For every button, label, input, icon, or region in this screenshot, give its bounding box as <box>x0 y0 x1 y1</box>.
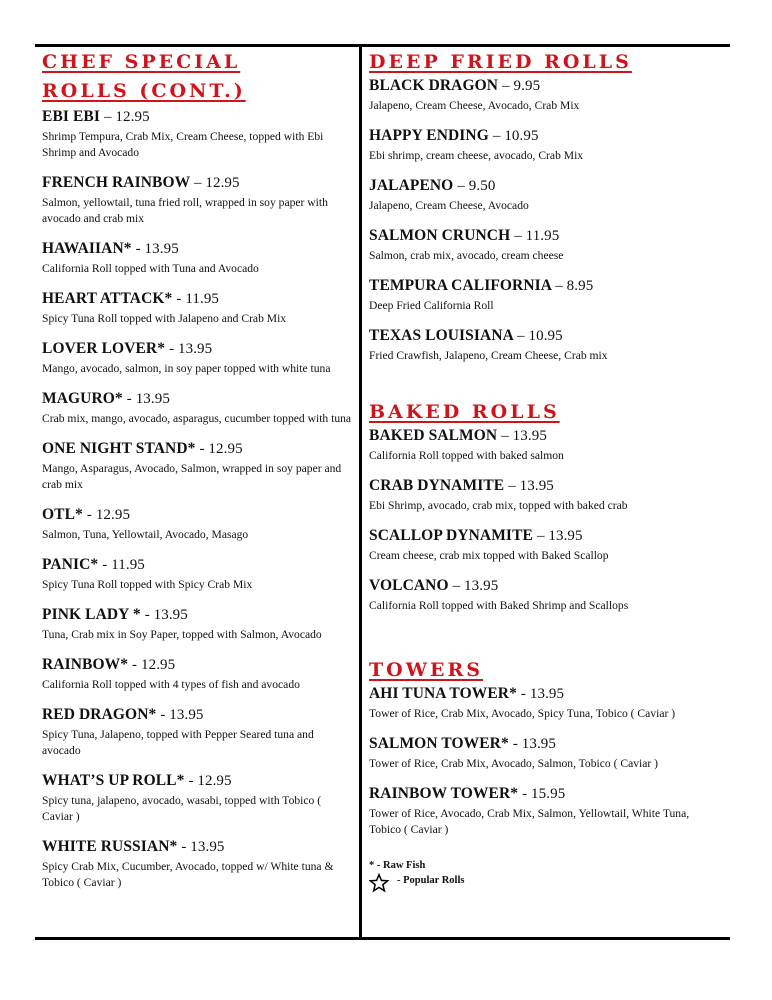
menu-item-name <box>369 527 721 545</box>
menu-item-description: Spicy Crab Mix, Cucumber, Avocado, topped w/ White tuna & Tobico ( Caviar ) <box>42 860 334 889</box>
column-divider <box>359 44 362 940</box>
baked-list <box>369 427 721 614</box>
menu-item-name <box>42 838 354 856</box>
menu-item-title: LOVER LOVER* <box>42 340 166 357</box>
menu-item-name <box>369 577 721 595</box>
menu-item <box>369 527 721 564</box>
menu-item-description: Tower of Rice, Avocado, Crab Mix, Salmon, Yellowtail, White Tuna, Tobico ( Caviar ) <box>369 807 690 836</box>
menu-item <box>369 427 721 464</box>
menu-item-name <box>369 227 721 245</box>
menu-item-price: - 13.95 <box>520 686 565 702</box>
menu-item-description: Ebi shrimp, cream cheese, avocado, Crab Mix <box>369 149 584 162</box>
legend-popular-label: - Popular Rolls <box>397 874 465 886</box>
menu-item-price: – 8.95 <box>555 278 594 294</box>
menu-item-name <box>369 177 721 195</box>
menu-item-description: Jalapeno, Cream Cheese, Avocado, Crab Mix <box>369 99 580 112</box>
menu-item-price: - 13.95 <box>512 736 557 752</box>
menu-item-title: OTL* <box>42 506 83 523</box>
menu-item-name <box>369 127 721 145</box>
menu-item-title: RAINBOW TOWER* <box>369 785 519 802</box>
menu-item-description: Shrimp Tempura, Crab Mix, Cream Cheese, topped with Ebi Shrimp and Avocado <box>42 130 324 159</box>
menu-item-title: HAWAIIAN* <box>42 240 132 257</box>
menu-item-description: Ebi Shrimp, avocado, crab mix, topped with baked crab <box>369 499 628 512</box>
menu-item <box>369 177 721 214</box>
menu-item-price: – 13.95 <box>536 528 583 544</box>
towers-list <box>369 685 721 838</box>
menu-item <box>42 506 354 543</box>
deep-fried-title: DEEP FRIED ROLLS <box>369 51 632 73</box>
deep-fried-list <box>369 77 721 364</box>
menu-item-description: Spicy Tuna Roll topped with Jalapeno and Crab Mix <box>42 312 287 325</box>
menu-item-title: BLACK DRAGON <box>369 77 499 94</box>
menu-item-name <box>369 427 721 445</box>
menu-item-price: – 13.95 <box>508 478 554 494</box>
menu-item-title: FRENCH RAINBOW <box>42 174 190 191</box>
menu-item-price: - 12.95 <box>86 507 131 523</box>
menu-item-price: – 13.95 <box>452 578 499 594</box>
menu-item-title: AHI TUNA TOWER* <box>369 685 517 702</box>
menu-item <box>369 577 721 614</box>
menu-item <box>42 556 354 593</box>
menu-item-name <box>369 77 721 95</box>
menu-item-name <box>42 174 354 192</box>
menu-item-description: Salmon, yellowtail, tuna fried roll, wrapped in soy paper with avocado and crab mix <box>42 196 328 225</box>
menu-item-description: California Roll topped with Baked Shrimp and Scallops <box>369 599 629 612</box>
right-column <box>369 48 721 893</box>
legend-popular <box>369 873 721 893</box>
menu-item-price: – 12.95 <box>193 175 240 191</box>
menu-item-price: - 13.95 <box>169 341 213 357</box>
menu-item <box>42 772 354 825</box>
menu-item-title: HEART ATTACK* <box>42 290 173 307</box>
menu-item <box>369 77 721 114</box>
menu-item-description: California Roll topped with Tuna and Avocado <box>42 262 259 275</box>
menu-item <box>369 685 721 722</box>
menu-item-price: - 12.95 <box>188 773 232 789</box>
menu-item-title: ONE NIGHT STAND* <box>42 440 196 457</box>
menu-item-description: Tuna, Crab mix in Soy Paper, topped with Salmon, Avocado <box>42 628 322 641</box>
menu-item-price: - 11.95 <box>176 291 220 307</box>
towers-title: TOWERS <box>369 659 484 681</box>
menu-item-price: – 11.95 <box>514 228 560 244</box>
menu-item-description: California Roll topped with baked salmon <box>369 449 564 462</box>
menu-item-description: California Roll topped with 4 types of fish and avocado <box>42 678 300 691</box>
menu-item-description: Salmon, Tuna, Yellowtail, Avocado, Masago <box>42 528 249 541</box>
menu-item-title: WHITE RUSSIAN* <box>42 838 178 855</box>
menu-item-description: Tower of Rice, Crab Mix, Avocado, Spicy Tuna, Tobico ( Caviar ) <box>369 707 676 720</box>
menu-item-price: - 13.95 <box>181 839 225 855</box>
menu-item-price: – 10.95 <box>517 328 563 344</box>
menu-item-name <box>42 772 354 790</box>
menu-item-title: SALMON CRUNCH <box>369 227 511 244</box>
menu-item-title: PANIC* <box>42 556 99 573</box>
menu-item-title: HAPPY ENDING <box>369 127 489 144</box>
menu-item-name <box>369 735 721 753</box>
menu-item-price: - 13.95 <box>126 391 170 407</box>
baked-title: BAKED ROLLS <box>369 401 560 423</box>
menu-item-name <box>42 606 354 624</box>
menu-item-title: BAKED SALMON <box>369 427 498 444</box>
menu-item-title: MAGURO* <box>42 390 123 407</box>
menu-item-name <box>42 108 354 126</box>
menu-item-price: - 12.95 <box>132 657 176 673</box>
menu-item-description: Crab mix, mango, avocado, asparagus, cucumber topped with tuna <box>42 412 352 425</box>
menu-item-description: Tower of Rice, Crab Mix, Avocado, Salmon, Tobico ( Caviar ) <box>369 757 659 770</box>
menu-item <box>42 240 354 277</box>
menu-item-name <box>42 656 354 674</box>
menu-item-description: Mango, avocado, salmon, in soy paper topped with white tuna <box>42 362 331 375</box>
menu-item-title: RAINBOW* <box>42 656 129 673</box>
menu-item-name <box>42 340 354 358</box>
menu-item <box>42 838 354 891</box>
menu-item-price: – 12.95 <box>103 109 150 125</box>
menu-item-title: RED DRAGON* <box>42 706 157 723</box>
menu-item-description: Salmon, crab mix, avocado, cream cheese <box>369 249 564 262</box>
menu-item-price: - 13.95 <box>135 241 179 257</box>
menu-item-description: Spicy Tuna, Jalapeno, topped with Pepper Seared tuna and avocado <box>42 728 314 757</box>
menu-item-price: - 15.95 <box>522 786 566 802</box>
menu-item-title: WHAT’S UP ROLL* <box>42 772 185 789</box>
menu-item <box>369 477 721 514</box>
menu-item-price: - 11.95 <box>102 557 145 573</box>
menu-item-name <box>42 556 354 574</box>
menu-item-name <box>42 390 354 408</box>
menu-item <box>42 108 354 161</box>
menu-item-price: - 13.95 <box>160 707 204 723</box>
top-rule <box>35 44 730 47</box>
menu-item <box>42 440 354 493</box>
chef-special-title: CHEF SPECIAL ROLLS (CONT.) <box>42 51 246 102</box>
menu-item <box>42 606 354 643</box>
menu-item <box>42 290 354 327</box>
menu-item <box>369 277 721 314</box>
menu-item-price: – 13.95 <box>501 428 547 444</box>
menu-item-title: SALMON TOWER* <box>369 735 509 752</box>
menu-item-description: Fried Crawfish, Jalapeno, Cream Cheese, Crab mix <box>369 349 608 362</box>
legend <box>369 860 721 893</box>
bottom-rule <box>35 937 730 940</box>
menu-item-title: TEXAS LOUISIANA <box>369 327 514 344</box>
menu-item-name <box>42 506 354 524</box>
left-column <box>42 48 354 891</box>
menu-item <box>42 174 354 227</box>
menu-item-description: Spicy tuna, jalapeno, avocado, wasabi, topped with Tobico ( Caviar ) <box>42 794 322 823</box>
menu-item <box>369 127 721 164</box>
menu-item-name <box>369 685 721 703</box>
menu-item-title: EBI EBI <box>42 108 100 125</box>
menu-item-name <box>369 277 721 295</box>
menu-item <box>369 227 721 264</box>
menu-item <box>42 340 354 377</box>
menu-item-price: – 9.50 <box>457 178 496 194</box>
menu-item-name <box>369 327 721 345</box>
menu-item-price: - 12.95 <box>199 441 243 457</box>
menu-item-title: PINK LADY * <box>42 606 141 623</box>
menu-item-price: - 13.95 <box>144 607 188 623</box>
menu-item-name <box>42 440 354 458</box>
menu-item-price: – 9.95 <box>502 78 541 94</box>
menu-item <box>42 706 354 759</box>
menu-item-price: – 10.95 <box>492 128 539 144</box>
menu-item-name <box>369 785 721 803</box>
menu-item <box>42 390 354 427</box>
menu-item-name <box>42 290 354 308</box>
menu-item-description: Deep Fried California Roll <box>369 299 494 312</box>
menu-item-name <box>369 477 721 495</box>
legend-raw-fish: * - Raw Fish <box>369 860 426 871</box>
menu-item <box>369 735 721 772</box>
menu-item-title: CRAB DYNAMITE <box>369 477 505 494</box>
menu-item-title: JALAPENO <box>369 177 454 194</box>
menu-item-description: Mango, Asparagus, Avocado, Salmon, wrapped in soy paper and crab mix <box>42 462 342 491</box>
menu-item-title: TEMPURA CALIFORNIA <box>369 277 552 294</box>
menu-item-name <box>42 240 354 258</box>
menu-item <box>42 656 354 693</box>
menu-item-description: Spicy Tuna Roll topped with Spicy Crab Mix <box>42 578 253 591</box>
chef-special-list <box>42 108 354 891</box>
menu-item-description: Cream cheese, crab mix topped with Baked Scallop <box>369 549 609 562</box>
menu-item-title: VOLCANO <box>369 577 449 594</box>
menu-item-description: Jalapeno, Cream Cheese, Avocado <box>369 199 529 212</box>
star-outline-icon <box>369 873 389 893</box>
menu-item <box>369 327 721 364</box>
menu-item-name <box>42 706 354 724</box>
menu-item <box>369 785 721 838</box>
menu-item-title: SCALLOP DYNAMITE <box>369 527 533 544</box>
